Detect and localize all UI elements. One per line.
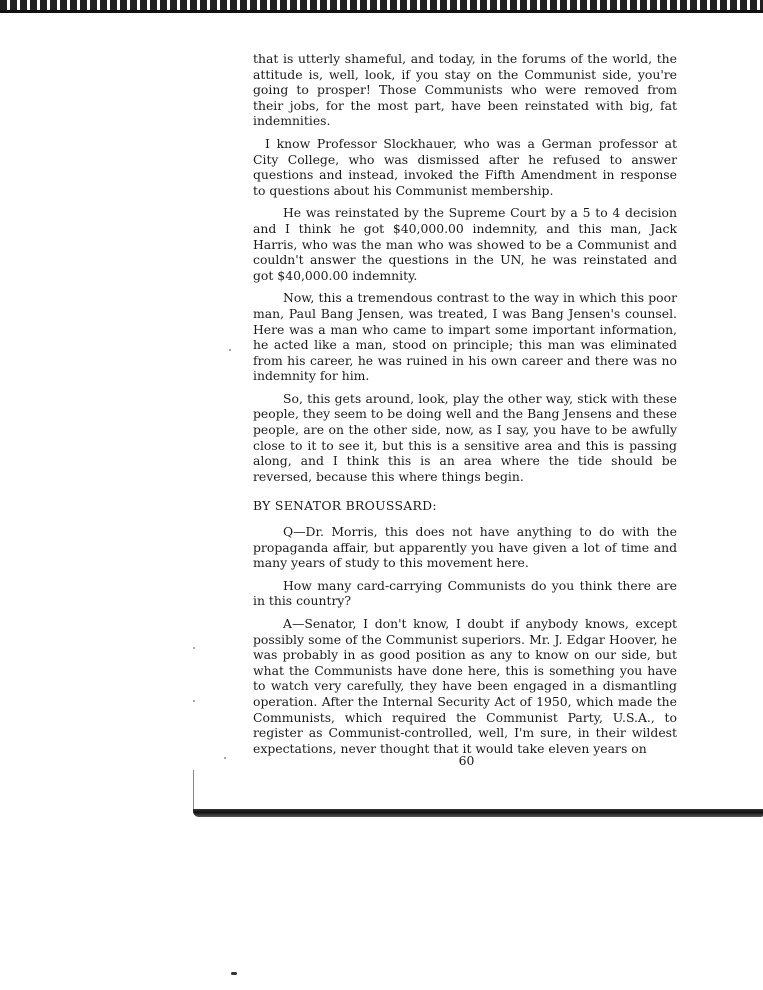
scan-top-edge [0,0,763,13]
section-heading: BY SENATOR BROUSSARD: [253,498,437,514]
margin-dot [229,349,231,351]
bottom-page-rule [193,809,763,817]
question-paragraph: Q—Dr. Morris, this does not have anything to do with the propaganda affair, but apparently you have given a lot of time and many years of study to this movement here. [253,524,677,571]
margin-dot [193,647,195,649]
binding-edge-line [193,770,194,810]
paragraph: I know Professor Slockhauer, who was a German professor at City College, who was dismissed after he refused to answer questions and instead, invoked the Fifth Amendment in response to questions about his Communist membership. [253,135,677,198]
margin-dot [224,757,226,759]
paragraph: So, this gets around, look, play the other way, stick with these people, they seem to be doing well and the Bang Jensens and these people, are on the other side, now, as I say, you have to be awfully close to it to see it, but this is a sensitive area and this is passing along, and I think this is an area where the tide should be reversed, because this where things begin. [253,390,677,484]
page-number: 60 [458,753,475,768]
question-paragraph: How many card-carrying Communists do you think there are in this country? [253,577,677,609]
paragraph: He was reinstated by the Supreme Court by a 5 to 4 decision and I think he got $40,000.00 indemnity, and this man, Jack Harris, who was the man who was showed to be a Communist and couldn't answer the questions in the UN, he was reinstated and got $40,000.00 indemnity. [253,205,677,283]
page-body [253,51,677,763]
scan-speck [231,972,237,975]
margin-dot [193,700,195,702]
paragraph: that is utterly shameful, and today, in the forums of the world, the attitude is, well, look, if you stay on the Communist side, you're going to prosper! Those Communists who were removed from their jobs, for the most part, have been reinstated with big, fat indemnities. [253,51,677,129]
paragraph: Now, this a tremendous contrast to the way in which this poor man, Paul Bang Jensen, was treated, I was Bang Jensen's counsel. Here was a man who came to impart some important information, he acted like a man, stood on principle; this man was eliminated from his career, he was ruined in his own career and there was no indemnity for him. [253,290,677,384]
answer-paragraph: A—Senator, I don't know, I doubt if anybody knows, except possibly some of the Communist superiors. Mr. J. Edgar Hoover, he was probably in as good position as any to know on our side, but what the Communists have done here, this is something you have to watch very carefully, they have been engaged in a dismantling operation. After the Internal Security Act of 1950, which made the Communists, which required the Communist Party, U.S.A., to register as Communist-controlled, well, I'm sure, in their wildest expectations, never thought that it would take eleven years on [253,616,677,756]
page-number-row [0,753,763,768]
